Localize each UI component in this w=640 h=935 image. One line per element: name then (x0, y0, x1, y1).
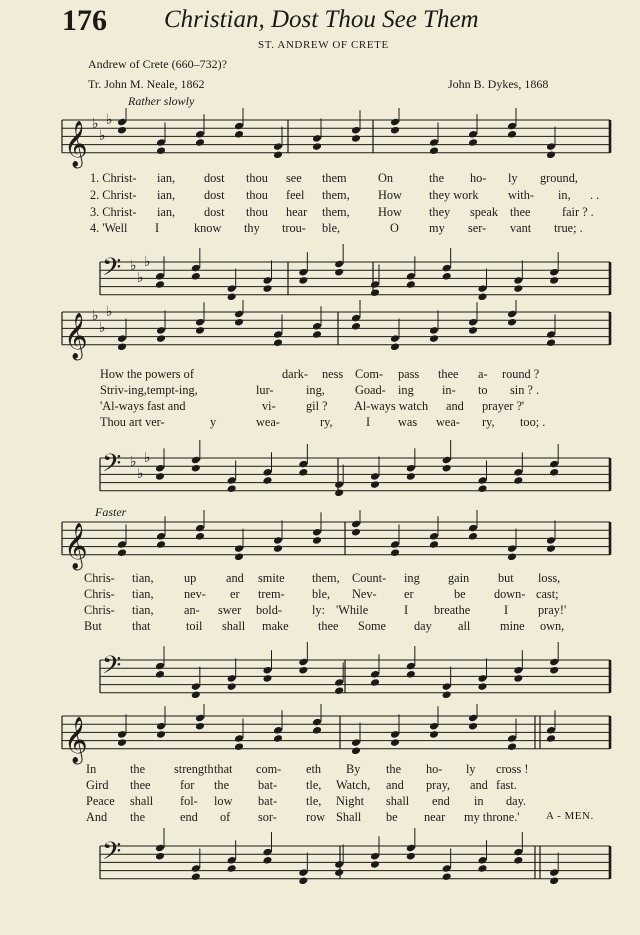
staff-lines (62, 312, 610, 345)
notehead (312, 330, 322, 339)
notehead (507, 552, 517, 561)
system-3-bass-staff (0, 640, 640, 704)
notehead (262, 674, 272, 683)
notehead (334, 686, 344, 695)
notehead (390, 342, 400, 351)
notehead (195, 326, 205, 335)
notehead (334, 868, 344, 877)
notehead (549, 468, 559, 477)
system-3-treble-staff (0, 510, 640, 574)
flat-icon: ♭ (144, 450, 151, 466)
notehead (155, 280, 165, 289)
notehead (298, 276, 308, 285)
notehead (117, 738, 127, 747)
notehead (195, 532, 205, 541)
flat-icon: ♭ (99, 128, 106, 144)
notehead (513, 284, 523, 293)
flat-icon: ♭ (144, 254, 151, 270)
staff-lines (100, 458, 610, 491)
system-1-bass-staff (0, 242, 640, 306)
treble-clef-icon: 𝄞 (64, 716, 88, 763)
notehead (406, 852, 416, 861)
notehead (234, 318, 244, 327)
notehead (351, 746, 361, 755)
notehead (370, 860, 380, 869)
notehead (513, 476, 523, 485)
noteheads (117, 300, 556, 351)
notehead (155, 670, 165, 679)
notehead (546, 734, 556, 743)
notehead (156, 334, 166, 343)
flat-icon: ♭ (106, 112, 113, 128)
notehead (262, 856, 272, 865)
notehead (234, 742, 244, 751)
notehead (406, 280, 416, 289)
notehead (390, 548, 400, 557)
notehead (370, 480, 380, 489)
notehead (442, 464, 452, 473)
notehead (468, 722, 478, 731)
tempo-marking-1: Rather slowly (128, 94, 195, 108)
notehead (351, 322, 361, 331)
flat-icon: ♭ (99, 320, 106, 336)
staff-lines (100, 660, 610, 693)
bass-clef-icon: 𝄢 (102, 449, 122, 484)
flat-icon: ♭ (92, 116, 99, 132)
noteheads (155, 244, 559, 301)
notehead (273, 544, 283, 553)
notehead (546, 338, 556, 347)
notehead (227, 682, 237, 691)
notehead (477, 864, 487, 873)
tempo-marking-2: Faster (95, 505, 127, 519)
notehead (334, 488, 344, 497)
staff-lines (100, 846, 610, 879)
notehead (549, 276, 559, 285)
notehead (442, 690, 452, 699)
staff-lines (62, 120, 610, 153)
noteheads (117, 510, 556, 561)
notehead (468, 326, 478, 335)
notehead (156, 730, 166, 739)
notehead (513, 674, 523, 683)
notehead (191, 690, 201, 699)
composer-credit: John B. Dykes, 1868 (448, 77, 549, 91)
notehead (273, 150, 283, 159)
notehead (227, 864, 237, 873)
bass-clef-icon: 𝄢 (102, 837, 122, 872)
bass-clef-icon: 𝄢 (102, 651, 122, 686)
notehead (227, 484, 237, 493)
noteheads (117, 108, 556, 159)
noteheads (155, 440, 559, 497)
treble-clef-icon: 𝄞 (64, 120, 88, 167)
notehead (191, 272, 201, 281)
notehead (406, 472, 416, 481)
staff-lines (62, 716, 610, 749)
notehead (156, 540, 166, 549)
notehead (117, 548, 127, 557)
noteheads (155, 642, 559, 699)
noteheads (155, 828, 559, 885)
notehead (262, 476, 272, 485)
notehead (195, 138, 205, 147)
notehead (191, 464, 201, 473)
notehead (273, 338, 283, 347)
notehead (546, 150, 556, 159)
translator-credit: Tr. John M. Neale, 1862 (88, 77, 205, 91)
noteheads (117, 704, 556, 755)
notehead (507, 318, 517, 327)
staff-lines (100, 262, 610, 295)
notehead (273, 734, 283, 743)
hymn-number: 176 (62, 4, 107, 37)
system-2-bass-staff (0, 438, 640, 502)
tune-name: ST. ANDREW OF CRETE (258, 39, 389, 51)
notehead (298, 666, 308, 675)
notehead (442, 872, 452, 881)
notehead (234, 130, 244, 139)
notehead (312, 536, 322, 545)
notehead (370, 678, 380, 687)
system-2-treble-staff (0, 300, 640, 364)
notehead (546, 544, 556, 553)
flat-icon: ♭ (130, 454, 137, 470)
flat-icon: ♭ (130, 258, 137, 274)
notehead (155, 472, 165, 481)
notehead (429, 730, 439, 739)
flat-icon: ♭ (137, 466, 144, 482)
notehead (477, 484, 487, 493)
notehead (429, 540, 439, 549)
amen-label: A - MEN. (546, 810, 594, 822)
notehead (477, 682, 487, 691)
bass-clef-icon: 𝄢 (102, 253, 122, 288)
notehead (390, 126, 400, 135)
notehead (370, 288, 380, 297)
notehead (507, 130, 517, 139)
notehead (195, 722, 205, 731)
notehead (442, 272, 452, 281)
notehead (549, 666, 559, 675)
notehead (312, 726, 322, 735)
notehead (468, 138, 478, 147)
notehead (406, 670, 416, 679)
notehead (156, 146, 166, 155)
flat-icon: ♭ (137, 270, 144, 286)
notehead (334, 268, 344, 277)
notehead (262, 284, 272, 293)
notehead (429, 334, 439, 343)
notehead (549, 876, 559, 885)
hymn-title: Christian, Dost Thou See Them (164, 6, 479, 33)
notehead (234, 552, 244, 561)
notehead (117, 126, 127, 135)
flat-icon: ♭ (106, 304, 113, 320)
treble-clef-icon: 𝄞 (64, 312, 88, 359)
notehead (507, 742, 517, 751)
notehead (351, 528, 361, 537)
notehead (155, 852, 165, 861)
notehead (390, 738, 400, 747)
author-credit: Andrew of Crete (660–732)? (88, 57, 227, 71)
notehead (513, 856, 523, 865)
notehead (191, 872, 201, 881)
notehead (117, 342, 127, 351)
notehead (312, 142, 322, 151)
system-1-treble-staff (0, 108, 640, 172)
notehead (351, 134, 361, 143)
staff-lines (62, 522, 610, 555)
notehead (298, 876, 308, 885)
treble-clef-icon: 𝄞 (64, 522, 88, 569)
system-4-bass-staff (0, 826, 640, 890)
notehead (298, 468, 308, 477)
notehead (429, 146, 439, 155)
notehead (468, 532, 478, 541)
system-4-treble-staff (0, 704, 640, 768)
flat-icon: ♭ (92, 308, 99, 324)
